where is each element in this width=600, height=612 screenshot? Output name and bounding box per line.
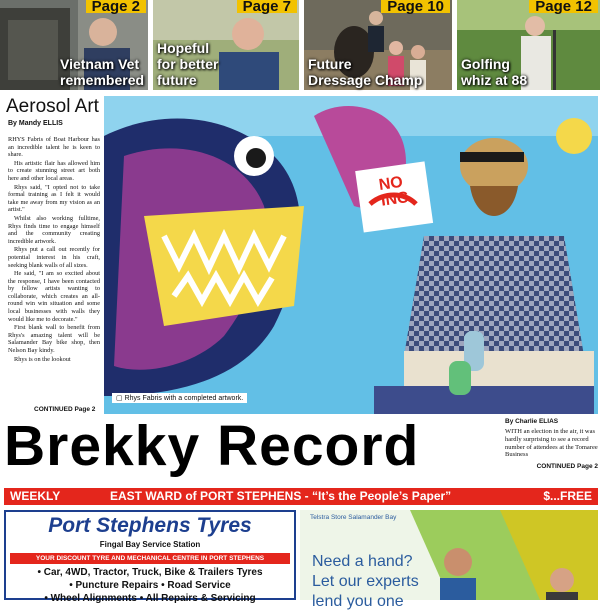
feature-headline: Aerosol Art bbox=[6, 96, 99, 117]
feature-paragraph: First blank wall to benefit from Rhys's amazing talent will be Salamander Bay bike shop, then Nelson Bay kindy. bbox=[8, 324, 100, 355]
tagline-banner bbox=[4, 488, 598, 505]
ad-tyres-service-line: • Wheel Alignments • All Repairs & Servicing bbox=[44, 593, 256, 604]
teaser-page-tag: Page 12 bbox=[529, 0, 598, 13]
ad-tyres-strip: YOUR DISCOUNT TYRE AND MECHANICAL CENTRE IN PORT STEPHENS bbox=[10, 553, 290, 564]
teaser-vietnam-vet[interactable] bbox=[0, 0, 148, 90]
teaser-hopeful-future[interactable] bbox=[153, 0, 299, 90]
feature-paragraph: Rhys said, "I opted not to take formal training as I felt it would take me away from my vision as an artist." bbox=[8, 183, 100, 214]
ad-tyres-service-line: • Puncture Repairs • Road Service bbox=[69, 580, 231, 591]
banner-weekly: WEEKLY bbox=[10, 489, 61, 503]
teaser-page-tag: Page 2 bbox=[86, 0, 146, 13]
photo-caption-text: Rhys Fabris with a completed artwork. bbox=[124, 395, 244, 402]
mural-artwork bbox=[104, 96, 598, 414]
side-story-text: WITH an election in the air, it was hardly surprising to see a record number of attendees at the Tomaree Business bbox=[505, 428, 598, 459]
caption-square-icon: ▢ bbox=[116, 395, 123, 402]
masthead-side-story bbox=[505, 418, 598, 470]
teaser-golfing[interactable] bbox=[457, 0, 600, 90]
feature-paragraph: He said, "I am so excited about the response, I have been contacted by fellow artists wanting to collaborate, which creates an all-round win win situation and some local businesses with walls they would like me to decorate." bbox=[8, 270, 100, 323]
ad-telstra-tagline: Need a hand? Let our experts lend you one bbox=[312, 553, 419, 610]
wall-sign-text: NO INC bbox=[377, 173, 410, 210]
teaser-caption: Golfing whiz at 88 bbox=[461, 56, 528, 88]
feature-paragraph: His artistic flair has allowed him to create stunning street art both here and other local areas. bbox=[8, 159, 100, 182]
side-story-byline: By Charlie ELIAS bbox=[505, 418, 559, 425]
photo-caption bbox=[112, 393, 247, 403]
ad-tyres-name: Port Stephens Tyres bbox=[48, 514, 252, 537]
masthead-title: Brekky Record bbox=[4, 414, 420, 478]
feature-paragraph: Rhys put a call out recently for potential interest in his craft, seeking blank walls of all sizes. bbox=[8, 246, 100, 269]
feature-byline: By Mandy ELLIS bbox=[8, 120, 63, 127]
teaser-page-tag: Page 10 bbox=[381, 0, 450, 13]
feature-paragraph: Whilst also working fulltime, Rhys finds time to engage himself and the community creating incredible artwork. bbox=[8, 214, 100, 245]
teaser-caption: Vietnam Vet remembered bbox=[60, 56, 145, 88]
feature-continued[interactable]: CONTINUED Page 2 bbox=[34, 406, 96, 413]
feature-paragraph: RHYS Fabris of Boat Harbour has an incredible talent he is keen to share. bbox=[8, 136, 100, 159]
feature-body bbox=[8, 136, 100, 404]
teaser-caption: Hopeful for better future bbox=[157, 40, 219, 88]
feature-paragraph: Rhys is on the lookout bbox=[14, 355, 71, 363]
teaser-page-tag: Page 7 bbox=[237, 0, 297, 13]
side-story-continued[interactable]: CONTINUED Page 2 bbox=[536, 463, 598, 471]
ad-tyres-location: Fingal Bay Service Station bbox=[99, 540, 201, 549]
feature-photo bbox=[104, 96, 598, 414]
teaser-caption: Future Dressage Champ bbox=[308, 56, 423, 88]
teaser-strip bbox=[0, 0, 600, 92]
banner-price: $...FREE bbox=[543, 489, 592, 503]
ad-telstra[interactable] bbox=[300, 510, 598, 610]
teaser-dressage[interactable] bbox=[304, 0, 452, 90]
ad-port-stephens-tyres[interactable] bbox=[4, 510, 296, 604]
banner-tagline: EAST WARD of PORT STEPHENS - “It’s the People’s Paper” bbox=[110, 489, 452, 503]
ad-telstra-store: Telstra Store Salamander Bay bbox=[310, 514, 397, 521]
ad-tyres-service-line: • Car, 4WD, Tractor, Truck, Bike & Trailers Tyres bbox=[37, 567, 263, 578]
